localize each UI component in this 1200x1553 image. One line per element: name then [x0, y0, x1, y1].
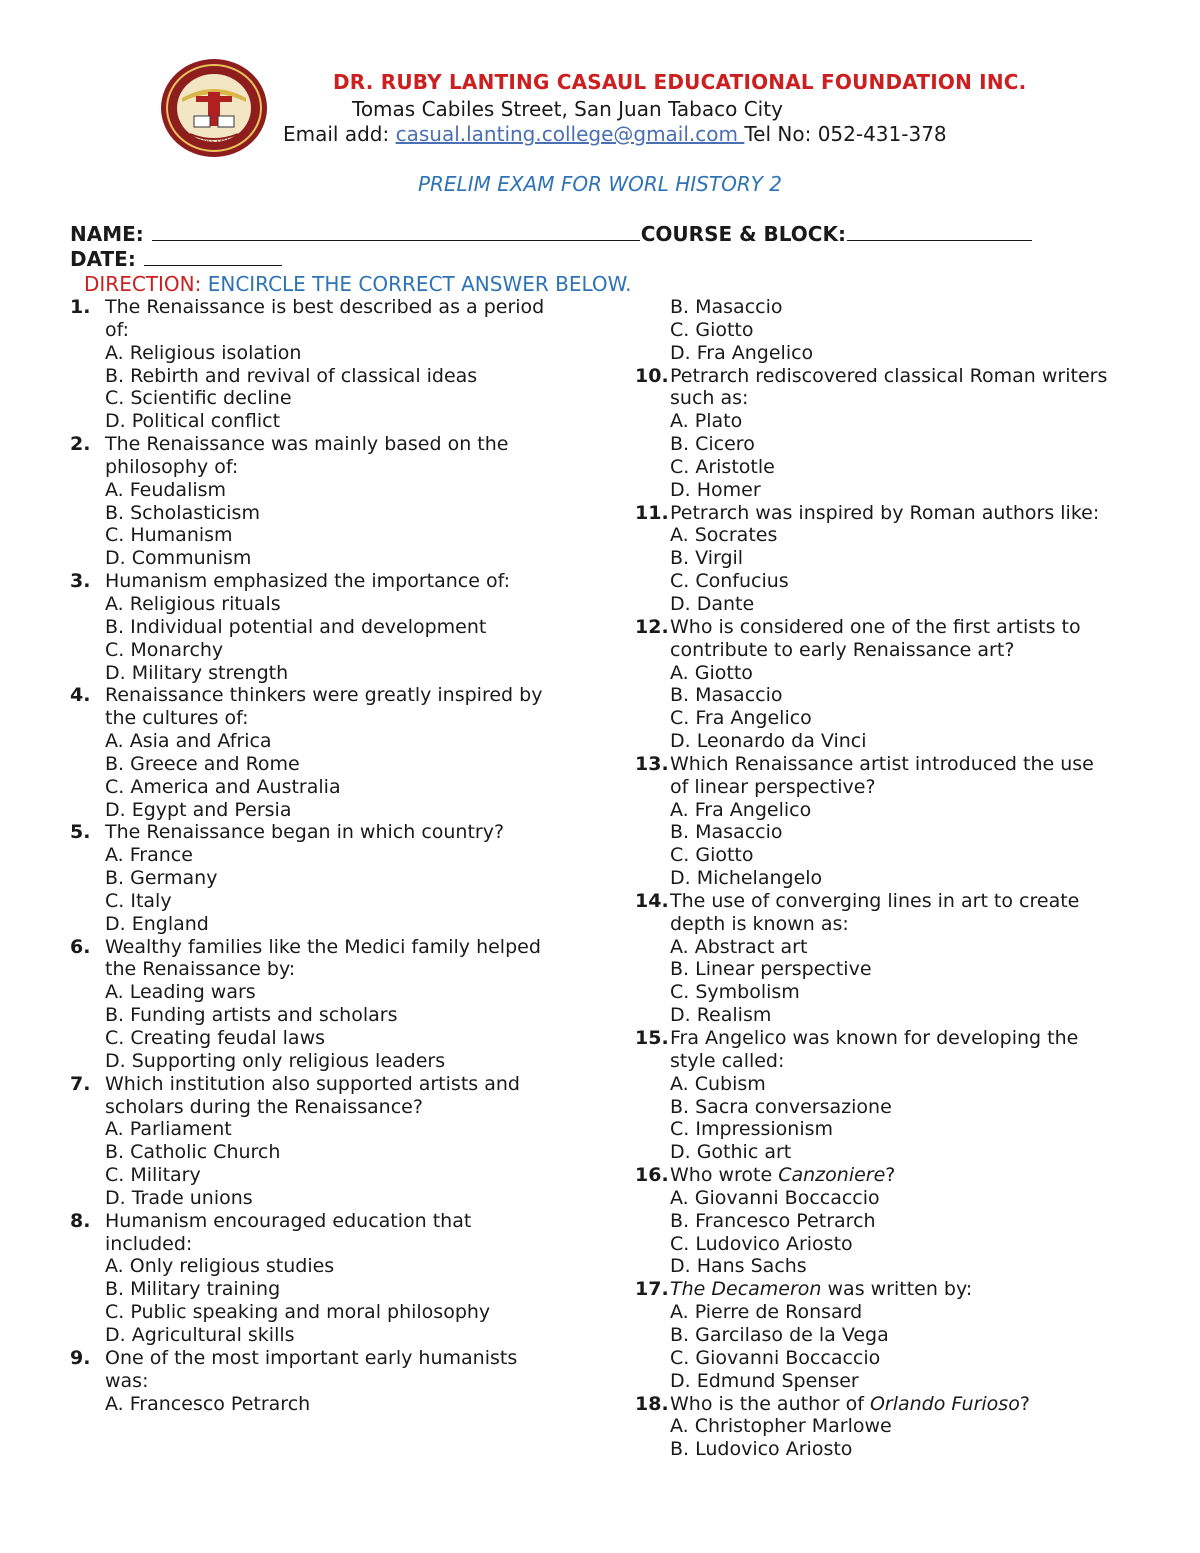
- svg-text:SINCE 1987: SINCE 1987: [199, 138, 229, 144]
- answer-option-text: D. Communism: [105, 547, 252, 570]
- answer-option-text: A. Only religious studies: [105, 1255, 335, 1278]
- question-line: [635, 1027, 1145, 1050]
- answer-option-text: D. Hans Sachs: [670, 1255, 807, 1278]
- question-line: [635, 890, 1145, 913]
- question-text: Who is the author of Orlando Furioso?: [670, 1392, 1030, 1415]
- answer-option[interactable]: [635, 1415, 1145, 1438]
- answer-option-text: D. Egypt and Persia: [105, 798, 292, 821]
- answer-option[interactable]: [635, 547, 1145, 570]
- answer-option-text: B. Linear perspective: [670, 958, 872, 981]
- school-seal-logo: [160, 58, 268, 158]
- email-label: Email add:: [283, 122, 396, 146]
- question-line: [70, 936, 570, 959]
- answer-option[interactable]: [635, 1347, 1145, 1370]
- answer-option-text: B. Germany: [105, 867, 218, 890]
- answer-option-text: A. Socrates: [670, 524, 778, 547]
- answer-option[interactable]: [635, 1096, 1145, 1119]
- answer-option-text: A. Giovanni Boccaccio: [670, 1186, 880, 1209]
- answer-option[interactable]: [70, 1393, 570, 1416]
- answer-option-text: D. Homer: [670, 478, 761, 501]
- question-number: 10.: [635, 364, 669, 387]
- answer-option[interactable]: [635, 1370, 1145, 1393]
- answer-option-text: B. Rebirth and revival of classical ideas: [105, 364, 478, 387]
- answer-option[interactable]: [70, 593, 570, 616]
- answer-option-text: B. Virgil: [670, 547, 744, 570]
- answer-option-text: D. Military strength: [105, 661, 289, 684]
- question-text: One of the most important early humanists: [105, 1346, 518, 1369]
- answer-option[interactable]: [70, 1050, 570, 1073]
- answer-option-text: A. Francesco Petrarch: [105, 1392, 311, 1415]
- answer-option-text: B. Ludovico Ariosto: [670, 1438, 853, 1461]
- answer-option[interactable]: [635, 479, 1145, 502]
- answer-option-text: D. Trade unions: [105, 1186, 253, 1209]
- answer-option[interactable]: [635, 296, 1145, 319]
- answer-option-text: D. Realism: [670, 1004, 772, 1027]
- answer-option-text: A. Feudalism: [105, 478, 227, 501]
- answer-option[interactable]: [635, 1210, 1145, 1233]
- question-text: Who wrote Canzoniere?: [670, 1164, 896, 1187]
- answer-option-text: B. Masaccio: [670, 821, 783, 844]
- question-number: 16.: [635, 1164, 669, 1187]
- answer-option-text: A. Plato: [670, 410, 743, 433]
- course-label: COURSE & BLOCK:: [640, 222, 846, 246]
- answer-option-text: A. France: [105, 844, 193, 867]
- answer-option-text: B. Francesco Petrarch: [670, 1209, 876, 1232]
- answer-option-text: B. Sacra conversazione: [670, 1095, 892, 1118]
- answer-option-text: C. Impressionism: [670, 1118, 834, 1141]
- answer-option[interactable]: [70, 1004, 570, 1027]
- answer-option-text: C. Italy: [105, 889, 172, 912]
- answer-option[interactable]: [635, 456, 1145, 479]
- question-line: [635, 1050, 1145, 1073]
- answer-option[interactable]: [70, 502, 570, 525]
- question-line: [70, 1073, 570, 1096]
- question-line: [635, 913, 1145, 936]
- answer-option[interactable]: [635, 1255, 1145, 1278]
- question-text: Humanism emphasized the importance of:: [105, 570, 510, 593]
- answer-option-text: B. Individual potential and development: [105, 615, 487, 638]
- answer-option-text: C. Ludovico Ariosto: [670, 1232, 853, 1255]
- answer-option[interactable]: [635, 1141, 1145, 1164]
- answer-option-text: C. Confucius: [670, 570, 789, 593]
- question-line: [635, 753, 1145, 776]
- answer-option[interactable]: [70, 524, 570, 547]
- question-line: [635, 1278, 1145, 1301]
- answer-option[interactable]: [70, 730, 570, 753]
- question-number: 13.: [635, 752, 669, 775]
- answer-option-text: C. Aristotle: [670, 455, 775, 478]
- answer-option-text: C. Fra Angelico: [670, 707, 812, 730]
- answer-option[interactable]: [635, 1187, 1145, 1210]
- answer-option-text: C. Humanism: [105, 524, 233, 547]
- question-line: [70, 570, 570, 593]
- answer-option-text: D. Dante: [670, 592, 755, 615]
- exam-title: PRELIM EXAM FOR WORL HISTORY 2: [417, 172, 783, 196]
- question-text: philosophy of:: [105, 455, 239, 478]
- answer-option[interactable]: [635, 433, 1145, 456]
- question-text: the cultures of:: [105, 707, 249, 730]
- direction-text: ENCIRCLE THE CORRECT ANSWER BELOW.: [201, 272, 632, 296]
- question-text: was:: [105, 1369, 149, 1392]
- answer-option-text: C. Giotto: [670, 844, 754, 867]
- question-text: depth is known as:: [670, 912, 849, 935]
- question-line: [70, 684, 570, 707]
- answer-option-text: C. America and Australia: [105, 775, 341, 798]
- answer-option[interactable]: [635, 1301, 1145, 1324]
- answer-option-text: A. Pierre de Ronsard: [670, 1301, 863, 1324]
- answer-option[interactable]: [70, 365, 570, 388]
- answer-option-text: B. Military training: [105, 1278, 281, 1301]
- question-line: [70, 1210, 570, 1233]
- question-number: 2.: [70, 433, 91, 456]
- answer-option[interactable]: [635, 593, 1145, 616]
- answer-option[interactable]: [70, 1278, 570, 1301]
- answer-option[interactable]: [635, 342, 1145, 365]
- question-line: [70, 456, 570, 479]
- question-text: the Renaissance by:: [105, 958, 296, 981]
- question-text: scholars during the Renaissance?: [105, 1095, 423, 1118]
- question-text: such as:: [670, 387, 749, 410]
- answer-option[interactable]: [70, 1187, 570, 1210]
- answer-option[interactable]: [70, 387, 570, 410]
- question-line: [70, 319, 570, 342]
- question-number: 15.: [635, 1027, 669, 1049]
- answer-option[interactable]: [635, 410, 1145, 433]
- question-line: [70, 1233, 570, 1256]
- question-line: [70, 821, 570, 844]
- answer-option-text: A. Asia and Africa: [105, 730, 272, 753]
- answer-option-text: B. Greece and Rome: [105, 752, 300, 775]
- answer-option[interactable]: [70, 753, 570, 776]
- answer-option-text: B. Funding artists and scholars: [105, 1004, 398, 1027]
- answer-option[interactable]: [635, 1233, 1145, 1256]
- answer-option[interactable]: [70, 1324, 570, 1347]
- answer-option[interactable]: [635, 1073, 1145, 1096]
- answer-option-text: A. Christopher Marlowe: [670, 1415, 892, 1438]
- question-number: 17.: [635, 1278, 669, 1301]
- question-line: [70, 1370, 570, 1393]
- date-blank[interactable]: [144, 247, 282, 266]
- answer-option[interactable]: [70, 410, 570, 433]
- answer-option-text: B. Masaccio: [670, 296, 783, 318]
- answer-option[interactable]: [70, 844, 570, 867]
- question-number: 7.: [70, 1072, 91, 1095]
- question-line: [70, 707, 570, 730]
- question-number: 11.: [635, 501, 669, 524]
- question-number: 5.: [70, 821, 91, 844]
- question-line: [635, 502, 1145, 525]
- answer-option[interactable]: [70, 1141, 570, 1164]
- answer-option[interactable]: [70, 662, 570, 685]
- question-line: [635, 616, 1145, 639]
- answer-option-text: A. Giotto: [670, 661, 753, 684]
- direction: [84, 272, 631, 296]
- answer-option-text: A. Parliament: [105, 1118, 232, 1141]
- answer-option[interactable]: [635, 981, 1145, 1004]
- answer-option-text: D. Supporting only religious leaders: [105, 1049, 446, 1072]
- answer-option-text: C. Monarchy: [105, 638, 224, 661]
- answer-option[interactable]: [70, 1164, 570, 1187]
- answer-option-text: D. Edmund Spenser: [670, 1369, 859, 1392]
- answer-option-text: B. Cicero: [670, 433, 755, 456]
- answer-option[interactable]: [70, 1118, 570, 1141]
- question-line: [70, 1096, 570, 1119]
- question-number: 9.: [70, 1346, 91, 1369]
- answer-option[interactable]: [70, 1301, 570, 1324]
- answer-option[interactable]: [635, 1118, 1145, 1141]
- course-blank[interactable]: [847, 222, 1032, 241]
- question-text: Who is considered one of the first artists to: [670, 615, 1081, 638]
- question-text: included:: [105, 1232, 193, 1255]
- answer-option-text: D. Leonardo da Vinci: [670, 730, 867, 753]
- answer-option-text: D. Michelangelo: [670, 867, 823, 890]
- answer-option-text: A. Fra Angelico: [670, 798, 812, 821]
- answer-option-text: B. Catholic Church: [105, 1141, 281, 1164]
- question-line: [70, 1347, 570, 1370]
- answer-option-text: D. Gothic art: [670, 1141, 792, 1164]
- question-text: of linear perspective?: [670, 775, 876, 798]
- answer-option-text: C. Giovanni Boccaccio: [670, 1346, 881, 1369]
- date-row: [70, 247, 283, 271]
- answer-option[interactable]: [70, 913, 570, 936]
- question-text: The Decameron was written by:: [670, 1278, 973, 1301]
- question-text: Petrarch was inspired by Roman authors like:: [670, 501, 1100, 524]
- answer-option[interactable]: [635, 958, 1145, 981]
- answer-option[interactable]: [635, 1438, 1145, 1461]
- question-number: 3.: [70, 570, 91, 593]
- date-label: DATE:: [70, 247, 136, 271]
- question-number: 18.: [635, 1392, 669, 1415]
- question-number: 4.: [70, 684, 91, 707]
- question-text: The Renaissance is best described as a period: [105, 296, 545, 318]
- question-number: 1.: [70, 296, 91, 318]
- question-line: [635, 776, 1145, 799]
- direction-label: DIRECTION:: [84, 272, 202, 296]
- answer-option-text: D. Fra Angelico: [670, 341, 814, 364]
- question-number: 8.: [70, 1209, 91, 1232]
- question-text: contribute to early Renaissance art?: [670, 638, 1015, 661]
- question-line: [635, 1164, 1145, 1187]
- question-text: The Renaissance was mainly based on the: [105, 433, 509, 456]
- question-text: style called:: [670, 1049, 785, 1072]
- question-number: 6.: [70, 935, 91, 958]
- answer-option[interactable]: [635, 730, 1145, 753]
- question-line: [635, 639, 1145, 662]
- answer-option[interactable]: [70, 639, 570, 662]
- answer-option-text: C. Symbolism: [670, 981, 800, 1004]
- answer-option[interactable]: [635, 1324, 1145, 1347]
- answer-option-text: C. Public speaking and moral philosophy: [105, 1301, 491, 1324]
- answer-option[interactable]: [635, 799, 1145, 822]
- answer-option[interactable]: [70, 479, 570, 502]
- answer-option-text: C. Scientific decline: [105, 387, 292, 410]
- answer-option-text: C. Military: [105, 1164, 201, 1187]
- question-line: [70, 433, 570, 456]
- answer-option-text: A. Religious isolation: [105, 341, 302, 364]
- answer-option-text: A. Religious rituals: [105, 592, 281, 615]
- answer-option[interactable]: [70, 776, 570, 799]
- question-text: Fra Angelico was known for developing the: [670, 1027, 1079, 1049]
- question-text: The Renaissance began in which country?: [105, 821, 505, 844]
- answer-option-text: A. Cubism: [670, 1072, 766, 1095]
- question-line: [635, 1393, 1145, 1416]
- question-number: 14.: [635, 889, 669, 912]
- answer-option[interactable]: [70, 1255, 570, 1278]
- answer-option-text: C. Giotto: [670, 318, 754, 341]
- question-line: [635, 387, 1145, 410]
- answer-option-text: A. Leading wars: [105, 981, 256, 1004]
- question-column-right: [635, 296, 1145, 1461]
- answer-option[interactable]: [70, 616, 570, 639]
- answer-option[interactable]: [635, 707, 1145, 730]
- answer-option[interactable]: [635, 844, 1145, 867]
- question-number: 12.: [635, 615, 669, 638]
- answer-option-text: C. Creating feudal laws: [105, 1027, 326, 1049]
- question-text: Humanism encouraged education that: [105, 1209, 472, 1232]
- answer-option[interactable]: [635, 821, 1145, 844]
- question-text: of:: [105, 318, 130, 341]
- answer-option[interactable]: [635, 867, 1145, 890]
- email-link[interactable]: casual.lanting.college@gmail.com: [395, 122, 745, 146]
- school-contact: [283, 122, 947, 146]
- answer-option[interactable]: [70, 342, 570, 365]
- answer-option-text: D. Agricultural skills: [105, 1323, 295, 1346]
- question-text: Renaissance thinkers were greatly inspired by: [105, 684, 543, 707]
- answer-option[interactable]: [635, 319, 1145, 342]
- question-line: [635, 365, 1145, 388]
- answer-option-text: A. Abstract art: [670, 935, 808, 958]
- school-name: DR. RUBY LANTING CASAUL EDUCATIONAL FOUNDATION INC.: [333, 70, 1027, 94]
- question-line: [70, 958, 570, 981]
- answer-option[interactable]: [635, 1004, 1145, 1027]
- question-column-left: [70, 296, 570, 1415]
- answer-option-text: D. Political conflict: [105, 410, 281, 433]
- answer-option-text: B. Garcilaso de la Vega: [670, 1323, 889, 1346]
- answer-option[interactable]: [70, 1027, 570, 1050]
- answer-option[interactable]: [70, 981, 570, 1004]
- answer-option-text: D. England: [105, 912, 209, 935]
- question-text: Petrarch rediscovered classical Roman writers: [670, 364, 1108, 387]
- name-blank[interactable]: [152, 222, 640, 241]
- phone-number: Tel No: 052-431-378: [744, 122, 947, 146]
- answer-option[interactable]: [70, 799, 570, 822]
- answer-option-text: B. Scholasticism: [105, 501, 260, 524]
- question-text: Which Renaissance artist introduced the use: [670, 752, 1094, 775]
- answer-option[interactable]: [635, 524, 1145, 547]
- answer-option[interactable]: [70, 890, 570, 913]
- answer-option[interactable]: [635, 936, 1145, 959]
- answer-option[interactable]: [70, 867, 570, 890]
- answer-option[interactable]: [635, 570, 1145, 593]
- name-label: NAME:: [70, 222, 144, 246]
- answer-option[interactable]: [70, 547, 570, 570]
- question-line: [70, 296, 570, 319]
- answer-option[interactable]: [635, 662, 1145, 685]
- question-text: Which institution also supported artists and: [105, 1072, 520, 1095]
- question-text: The use of converging lines in art to create: [670, 889, 1080, 912]
- name-course-row: [70, 222, 1033, 246]
- school-address: Tomas Cabiles Street, San Juan Tabaco City: [352, 97, 783, 121]
- question-text: Wealthy families like the Medici family helped: [105, 935, 541, 958]
- answer-option-text: B. Masaccio: [670, 684, 783, 707]
- answer-option[interactable]: [635, 684, 1145, 707]
